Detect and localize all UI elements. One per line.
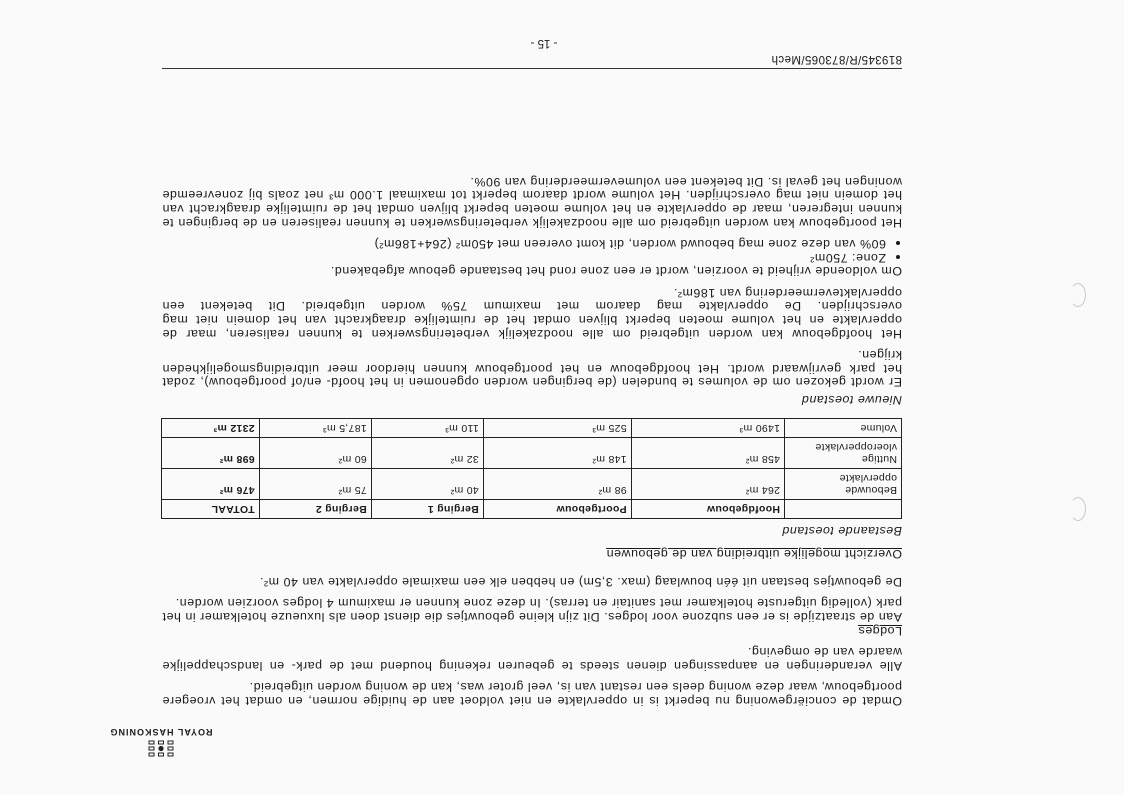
document-reference: 819345/R/873065/Mech — [771, 53, 902, 65]
table-header-cell: Poortgebouw — [483, 500, 631, 519]
new-state-paragraph-4: Het poortgebouw kan worden uitgebreid om alle noodzakelijk verbeteringswerken te kunnen realiseren en de bergingen te kunnen integreren, maar de oppervlakte en het volume moeten beperkt blijven omdat het de ruimtelijke draagkracht van het domein niet mag overschrijden. Het volume wordt daarom beperkt tot maximaal 1.000 m³ net zoals bij zonevreemde woningen het geval is. Dit betekent een volumevermeerdering van 90%. — [162, 174, 902, 230]
table-total-cell: 698 m² — [162, 438, 260, 469]
table-header-cell: Hoofdgebouw — [631, 500, 784, 519]
table-row-label: Bebouwde oppervlakte — [785, 469, 902, 500]
table-total-cell: 476 m² — [162, 469, 260, 500]
lodges-heading: Lodges — [858, 623, 902, 638]
table-cell: 187,5 m³ — [259, 419, 371, 438]
table-row-label: Nuttige vloeroppervlakte — [785, 438, 902, 469]
page-number: - 15 - — [530, 37, 558, 49]
lodges-paragraph-2: De gebouwtjes bestaan uit één bouwlaag (max. 3,5m) en hebben elk een maximale oppervlakte van 40 m². — [259, 574, 902, 589]
intro-paragraph-2: Alle veranderingen en aanpassingen dienen steeds te gebeuren rekening houdend met de park- en landschappelijke waarde van de omgeving. — [162, 645, 902, 673]
table-row-label: Volume — [785, 419, 902, 438]
table-header-row — [162, 500, 902, 519]
new-state-paragraph-1: Er wordt gekozen om de volumes te bundelen (de bergingen worden opgenomen in het hoofd- en/of poortgebouw), zodat het park gevrijwaard wordt. Het hoofdgebouw en het poortgebouw kunnen hierdoor meer uitbreidingsmogelijkheden krijgen. — [162, 348, 902, 390]
punch-hole-mark — [1070, 283, 1086, 307]
punch-hole-mark — [1070, 497, 1086, 521]
table-cell: 60 m² — [259, 438, 371, 469]
table-header-cell: Berging 1 — [371, 500, 483, 519]
lodges-paragraph-1: Aan de straatzijde is er een subzone voor lodges. Dit zijn kleine gebouwtjes die dienst doen als luxueuze hotelkamer in het park (volledig uitgeruste hotelkamer met sanitair en terras). In deze zone kunnen er maximum 4 lodges voorzien worden. — [162, 596, 902, 625]
table-cell: 1490 m³ — [631, 419, 784, 438]
table-cell: 458 m² — [631, 438, 784, 469]
footer-divider — [162, 68, 902, 69]
table-cell: 525 m³ — [483, 419, 631, 438]
table-cell: 110 m³ — [371, 419, 483, 438]
buildings-table — [161, 418, 902, 519]
zone-bullet-list — [162, 237, 902, 264]
new-state-paragraph-2: Het hoofdgebouw kan worden uitgebreid om alle noodzakelijk verbeteringswerken te kunnen realiseren, maar de oppervlakte en het volume moeten beperkt blijven omdat het de ruimtelijke draagkracht van het domein niet mag overschrijden. De oppervlakte mag daarom met maximum 75% worden uitgebreid. Dit betekent een oppervlaktevermeerdering van 186m². — [162, 285, 902, 341]
overview-heading: Overzicht mogelijke uitbreiding van de gebouwen — [606, 547, 902, 562]
royal-haskoning-logo — [86, 727, 236, 757]
table-header-cell: TOTAAL — [162, 500, 260, 519]
table-total-cell: 2312 m³ — [162, 419, 260, 438]
table-cell: 40 m² — [371, 469, 483, 500]
table-cell: 98 m² — [483, 469, 631, 500]
new-state-paragraph-3: Om voldoende vrijheid te voorzien, wordt er een zone rond het bestaande gebouw afgebakend. — [330, 264, 902, 279]
table-row — [162, 438, 902, 469]
list-item: • 60% van deze zone mag bebouwd worden, dit komt overeen met 450m² (264+186m²) — [162, 237, 886, 251]
table-cell: 32 m² — [371, 438, 483, 469]
table-header-cell: Berging 2 — [259, 500, 371, 519]
table-header-cell — [785, 500, 902, 519]
logo-mark-icon — [146, 739, 176, 757]
table-cell: 75 m² — [259, 469, 371, 500]
table-cell: 264 m² — [631, 469, 784, 500]
table-row — [162, 419, 902, 438]
table-row — [162, 469, 902, 500]
intro-paragraph-1: Omdat de conciërgewoning nu beperkt is in oppervlakte en niet voldoet aan de huidige normen, en omdat het vroegere poortgebouw, waar deze woning deels een restant van is, veel groter was, kan de woning worden uitgebreid. — [162, 680, 902, 708]
logo-text: ROYAL HASKONING — [109, 727, 213, 737]
list-item: • Zone: 750m² — [162, 250, 886, 264]
new-state-heading: Nieuwe toestand — [801, 393, 902, 408]
existing-state-heading: Bestaande toestand — [781, 523, 902, 538]
table-cell: 148 m² — [483, 438, 631, 469]
body-column — [162, 166, 902, 707]
